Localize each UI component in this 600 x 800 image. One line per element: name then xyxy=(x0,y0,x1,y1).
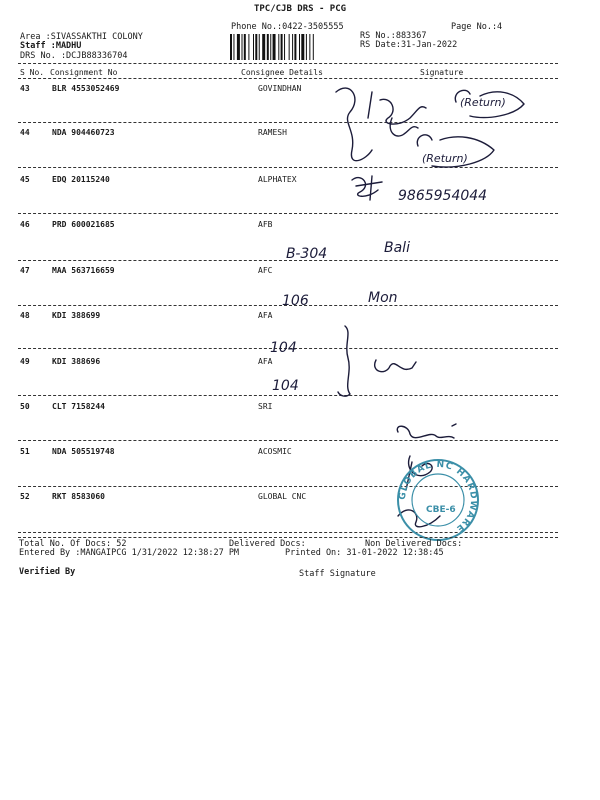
row-consignment: NDA 904460723 xyxy=(52,128,115,137)
signature-scribble xyxy=(398,510,440,527)
staff-signature: Staff Signature xyxy=(299,569,376,579)
signature-scribble xyxy=(368,92,426,124)
row-sno: 49 xyxy=(20,357,30,366)
printed-on: Printed On: 31-01-2022 12:38:45 xyxy=(285,548,444,558)
row-sno: 43 xyxy=(20,84,30,93)
row-consignee: ALPHATEX xyxy=(258,175,297,184)
signature-scribble xyxy=(390,118,418,136)
row-consignee: RAMESH xyxy=(258,128,287,137)
row-consignee: AFC xyxy=(258,266,273,275)
total-docs: Total No. Of Docs: 52 xyxy=(19,539,127,549)
area-field: Area :SIVASSAKTHI COLONY xyxy=(20,32,143,42)
row-consignment: BLR 4553052469 xyxy=(52,84,120,93)
non-delivered-docs: Non Delivered Docs: xyxy=(365,539,463,549)
row-sno: 44 xyxy=(20,128,30,137)
row-consignment: RKT 8583060 xyxy=(52,492,105,501)
handwritten-note: Bali xyxy=(384,240,410,256)
signature-scribble xyxy=(455,90,524,117)
divider xyxy=(18,122,558,123)
signature-scribble xyxy=(338,326,350,396)
handwritten-note: (Return) xyxy=(422,152,468,165)
row-sno: 50 xyxy=(20,402,30,411)
handwritten-note: 106 xyxy=(282,293,309,309)
row-sno: 51 xyxy=(20,447,30,456)
signature-scribble xyxy=(336,88,372,161)
divider xyxy=(18,63,558,64)
divider xyxy=(18,213,558,214)
divider xyxy=(18,305,558,306)
divider xyxy=(18,486,558,487)
row-consignment: CLT 7158244 xyxy=(52,402,105,411)
handwritten-note: Mon xyxy=(368,290,398,306)
row-consignee: AFA xyxy=(258,311,273,320)
row-sno: 48 xyxy=(20,311,30,320)
row-consignment: KDI 388699 xyxy=(52,311,101,320)
column-header-sno: S No. xyxy=(20,68,45,77)
handwritten-phone: 9865954044 xyxy=(398,188,488,204)
handwritten-note: 104 xyxy=(270,340,297,356)
verified-by: Verified By xyxy=(19,567,76,577)
row-sno: 46 xyxy=(20,220,30,229)
signature-scribble xyxy=(352,176,382,200)
signature-scribble xyxy=(406,456,432,490)
row-consignment: EDQ 20115240 xyxy=(52,175,110,184)
row-consignment: PRD 600021685 xyxy=(52,220,115,229)
row-consignee: ACOSMIC xyxy=(258,447,292,456)
divider xyxy=(18,348,558,349)
divider xyxy=(18,537,558,538)
document-title: TPC/CJB DRS - PCG xyxy=(253,4,347,14)
handwritten-note: (Return) xyxy=(460,96,506,109)
divider xyxy=(18,395,558,396)
signature-scribble xyxy=(375,360,416,372)
company-stamp xyxy=(398,460,479,540)
row-consignee: SRI xyxy=(258,402,273,411)
row-consignment: MAA 563716659 xyxy=(52,266,115,275)
signature-scribble xyxy=(397,424,456,438)
row-consignment: KDI 388696 xyxy=(52,357,101,366)
row-sno: 45 xyxy=(20,175,30,184)
drs-number: DRS No. :DCJB88336704 xyxy=(20,51,128,61)
row-consignee: GOVINDHAN xyxy=(258,84,302,93)
barcode xyxy=(230,34,348,60)
delivered-docs: Delivered Docs: xyxy=(229,539,306,549)
row-consignee: AFA xyxy=(258,357,273,366)
handwritten-note: 104 xyxy=(272,378,299,394)
staff-field: Staff :MADHU xyxy=(20,41,82,51)
divider xyxy=(18,260,558,261)
rs-date: RS Date:31-Jan-2022 xyxy=(360,40,458,50)
row-consignment: NDA 505519748 xyxy=(52,447,115,456)
handwritten-note: B-304 xyxy=(286,246,328,262)
phone-number: Phone No.:0422-3505555 xyxy=(231,22,344,32)
rs-number: RS No.:883367 xyxy=(360,31,427,41)
column-header-signature: Signature xyxy=(420,68,464,77)
stamp-ring-text: GLOBAL NC HARDWARE xyxy=(397,459,479,534)
row-sno: 47 xyxy=(20,266,30,275)
row-sno: 52 xyxy=(20,492,30,501)
column-header-consignment: Consignment No xyxy=(50,68,118,77)
page-number: Page No.:4 xyxy=(451,22,503,32)
divider xyxy=(18,440,558,441)
column-header-consignee: Consignee Details xyxy=(241,68,323,77)
entered-by: Entered By :MANGAIPCG 1/31/2022 12:38:27 PM xyxy=(19,548,240,558)
row-consignee: GLOBAL CNC xyxy=(258,492,307,501)
signature-scribble xyxy=(417,135,494,167)
divider xyxy=(18,78,558,79)
divider xyxy=(18,532,558,533)
row-consignee: AFB xyxy=(258,220,273,229)
divider xyxy=(18,167,558,168)
stamp-center-text: CBE-6 xyxy=(426,505,456,515)
